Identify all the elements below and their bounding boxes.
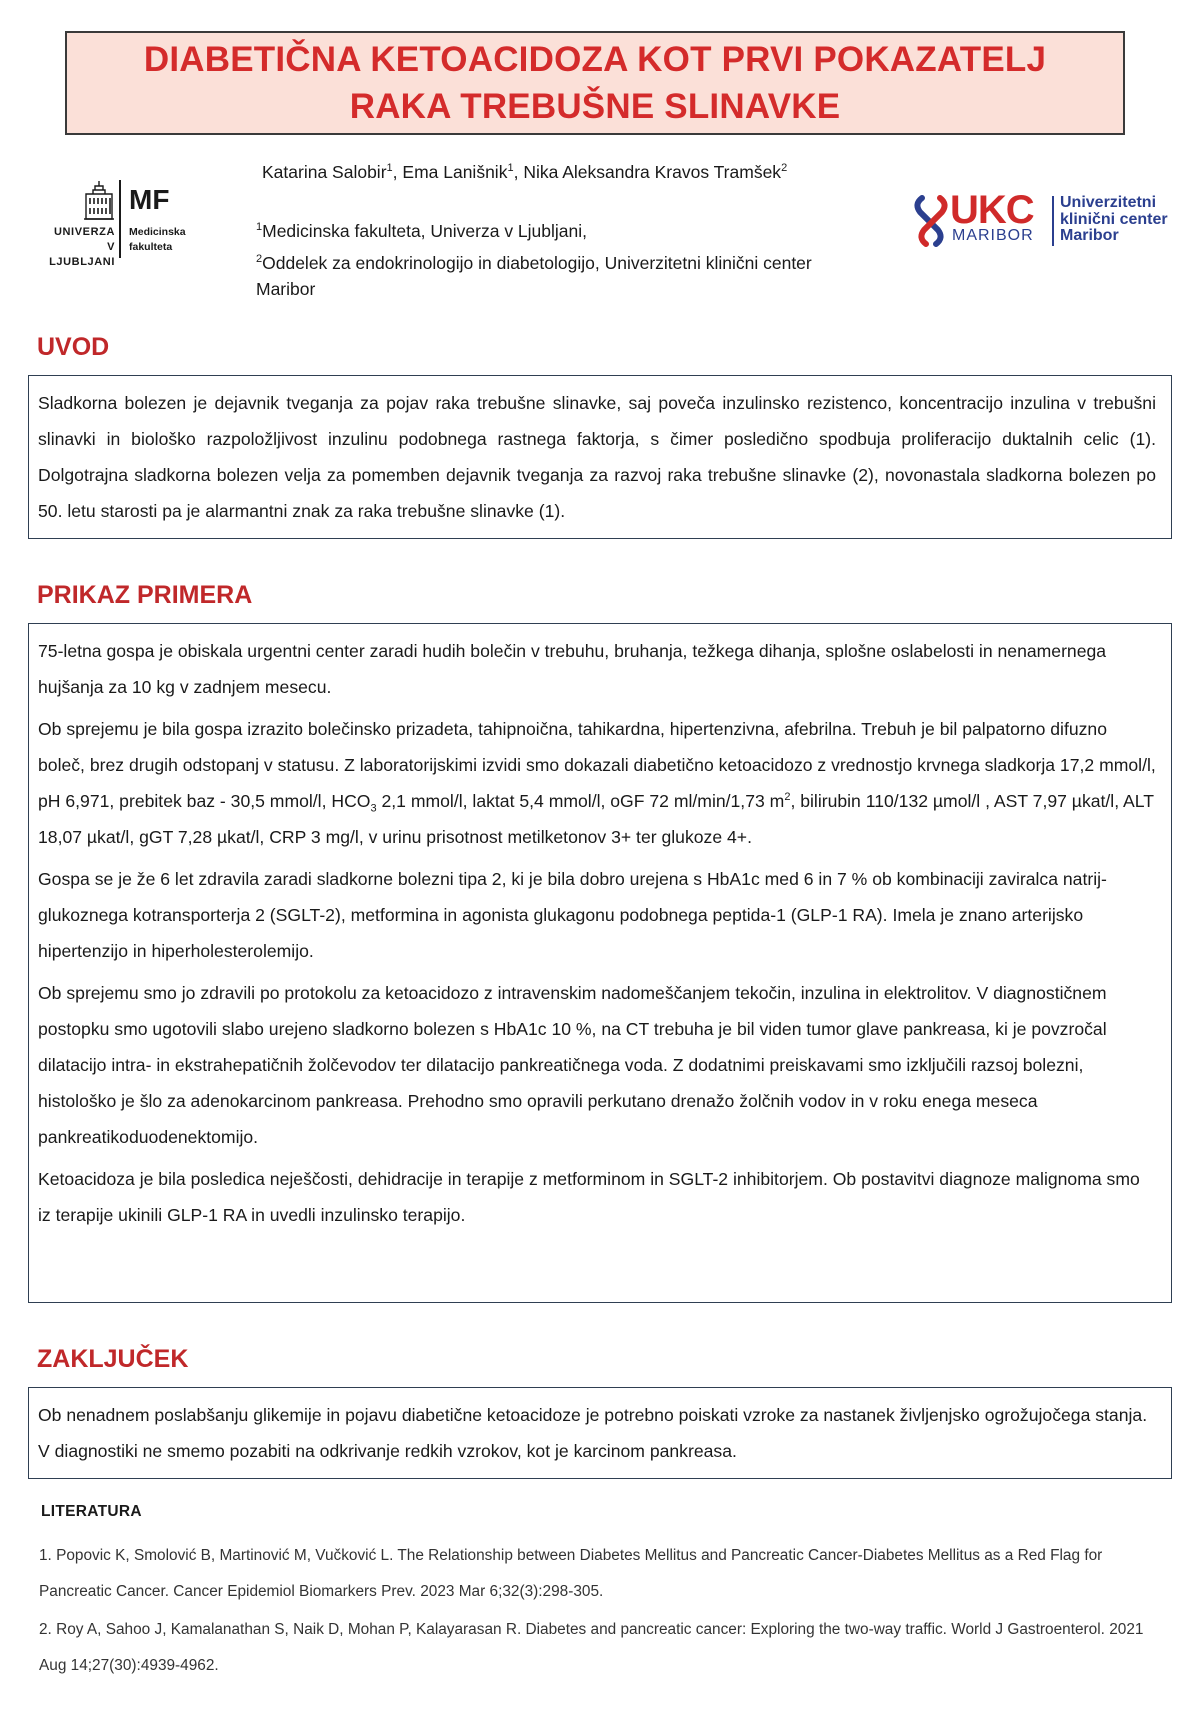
prikaz-p2-part-b: 2,1 mmol/l, laktat 5,4 mmol/l, oGF 72 ml/min/1,73 m [376, 791, 785, 811]
logo-fak-line-2: fakulteta [129, 241, 173, 253]
affiliation-2 [256, 250, 856, 302]
author-affil-mark: 1 [386, 162, 393, 175]
section-box-uvod [28, 375, 1172, 539]
affiliation-1 [256, 218, 587, 244]
prikaz-paragraph-4: Ob sprejemu smo jo zdravili po protokolu za ketoacidozo z intravenskim nadomeščanjem tekočin, inzulina in elektrolitov. V diagnostičnem postopku smo ugotovili slabo urejeno sladkorno bolezen s HbA1c 10 %, na CT trebuha je bil viden tumor glave pankreasa, ki je povzročal dilatacijo intra- in ekstrahepatičnih žolčevodov ter dilatacijo pankreatičnega voda. Z dodatnimi preiskavami smo izključili razsoj bolezni, histološko je šlo za adenokarcinom pankreasa. Prehodno smo opravili perkutano drenažo žolčnih vodov in v roku enega meseca pankreatikoduodenektomijo. [38, 983, 1107, 1147]
ukc-line-1: Univerzitetni [1060, 194, 1157, 211]
logo-faculty-text [129, 225, 186, 255]
reference-item: 1. Popovic K, Smolović B, Martinović M, Vučković L. The Relationship between Diabetes Mellitus and Pancreatic Cancer-Diabetes Mellitus as a Red Flag for Pancreatic Cancer. Cancer Epidemiol Biomarkers Prev. 2023 Mar 6;32(3):298-305. [39, 1547, 1103, 1600]
section-heading-zakljucek: ZAKLJUČEK [37, 1345, 189, 1373]
ukc-maribor-text: MARIBOR [952, 227, 1034, 244]
hco3-subscript: 3 [370, 802, 377, 815]
affiliation-text: Medicinska fakulteta, Univerza v Ljubljani, [262, 221, 588, 241]
zakljucek-paragraph: Ob nenadnem poslabšanju glikemije in pojavu diabetične ketoacidoze je potrebno poiskati vzroke za nastanek življenjsko ogrožujočega stanja. V diagnostiki ne smemo pozabiti na odkrivanje redkih vzrokov, kot je karcinom pankreasa. [38, 1405, 1148, 1461]
title-line-2: RAKA TREBUŠNE SLINAVKE [349, 87, 841, 126]
ukc-full-name [1060, 195, 1168, 245]
ukc-emblem-icon [912, 194, 952, 248]
prikaz-paragraph-1: 75-letna gospa je obiskala urgentni center zaradi hudih bolečin v trebuhu, bruhanja, težkega dihanja, splošne oslabelosti in nenamernega hujšanja za 10 kg v zadnjem mesecu. [38, 641, 1107, 697]
uvod-paragraph: Sladkorna bolezen je dejavnik tveganja za pojav raka trebušne slinavke, saj poveča inzulinsko rezistenco, koncentracijo inzulina v trebušni slinavki in biološko razpoložljivost inzulinu podobnega rastnega faktorja, s čimer posledično spodbuja proliferacijo duktalnih celic (1). Dolgotrajna sladkorna bolezen velja za pomemben dejavnik tveganja za razvoj raka trebušne slinavke (2), novonastala sladkorna bolezen po 50. letu starosti pa je alarmantni znak za raka trebušne slinavke (1). [38, 393, 1156, 521]
title-line-1: DIABETIČNA KETOACIDOZA KOT PRVI POKAZATELJ [143, 40, 1047, 79]
logo-university-text [47, 225, 115, 270]
m2-superscript: 2 [784, 791, 791, 804]
section-box-prikaz-primera [28, 623, 1172, 1303]
ukc-line-2: klinični center [1060, 210, 1168, 228]
poster-title [144, 36, 1046, 130]
prikaz-p2-part-a: Ob sprejemu je bila gospa izrazito bolečinsko prizadeta, tahipnoična, tahikardna, hipertenzivna, afebrilna. Trebuh je bil palpatorno difuzno boleč, brez drugih odstopanj v statusu. Z laboratorijskimi izvidi smo dokazali diabetično ketoacidozo z vrednostjo krvnega sladkorja 17,2 mmol/l, pH 6,971, prebitek baz - 30,5 mmol/l, HCO [38, 719, 1156, 811]
university-building-icon [83, 180, 115, 220]
author-affil-mark: 1 [507, 162, 514, 175]
prikaz-paragraph-2 [38, 711, 1156, 855]
logo-uni-line-2: V LJUBLJANI [49, 241, 115, 268]
reference-item: 2. Roy A, Sahoo J, Kamalanathan S, Naik D, Mohan P, Kalayarasan R. Diabetes and pancreatic cancer: Exploring the two-way traffic. World J Gastroenterol. 2021 Aug 14;27(30):4939-4962. [39, 1621, 1144, 1674]
ukc-line-3: Maribor [1060, 227, 1119, 244]
logo-mf-mark: MF [129, 184, 170, 215]
prikaz-p2-part-c: , bilirubin 110/132 µmol/l , AST 7,97 µkat/l, ALT 18,07 µkat/l, gGT 7,28 µkat/l, CRP 3 mg/l, v urinu prisotnost metilketonov 3+ ter glukoze 4+. [38, 791, 1154, 847]
title-box [65, 31, 1125, 135]
ukc-divider [1052, 196, 1054, 246]
ukc-maribor-logo [912, 188, 1174, 250]
section-box-zakljucek [28, 1387, 1172, 1479]
ukc-wordmark: UKC [950, 188, 1034, 232]
logo-fak-line-1: Medicinska [129, 226, 186, 238]
author-list: Katarina Salobir$^1$, Ema Lanišnik$^1$, Nika Aleksandra Kravos Tramšek$^2$ [262, 162, 788, 182]
logo-divider [119, 180, 121, 258]
affiliation-text: Oddelek za endokrinologijo in diabetologijo, Univerzitetni klinični center Maribor [256, 253, 812, 299]
prikaz-paragraph-3: Gospa se je že 6 let zdravila zaradi sladkorne bolezni tipa 2, ki je bila dobro urejena s HbA1c med 6 in 7 % ob kombinaciji zaviralca natrij-glukoznega kotransporterja 2 (SGLT-2), metformina in agonista glukagonu podobnega peptida-1 (GLP-1 RA). Imela je znano arterijsko hipertenzijo in hiperholesterolemijo. [38, 869, 1107, 961]
logo-uni-line-1: UNIVERZA [53, 226, 115, 238]
author-name: Ema Lanišnik [402, 162, 508, 182]
section-heading-prikaz-primera: PRIKAZ PRIMERA [37, 581, 253, 609]
author-name: Katarina Salobir [262, 162, 387, 182]
author-affil-mark: 2 [781, 162, 788, 175]
university-ljubljani-logo [47, 178, 197, 268]
affiliation-mark: 2 [256, 253, 263, 266]
author-name: Nika Aleksandra Kravos Tramšek [523, 162, 782, 182]
prikaz-paragraph-5: Ketoacidoza je bila posledica neješčosti, dehidracije in terapije z metforminom in SGLT-2 inhibitorjem. Ob postavitvi diagnoze malignoma smo iz terapije ukinili GLP-1 RA in uvedli inzulinsko terapijo. [38, 1169, 1140, 1225]
section-heading-uvod: UVOD [37, 333, 110, 361]
affiliation-mark: 1 [256, 221, 263, 234]
literatura-heading: LITERATURA [41, 1503, 142, 1520]
